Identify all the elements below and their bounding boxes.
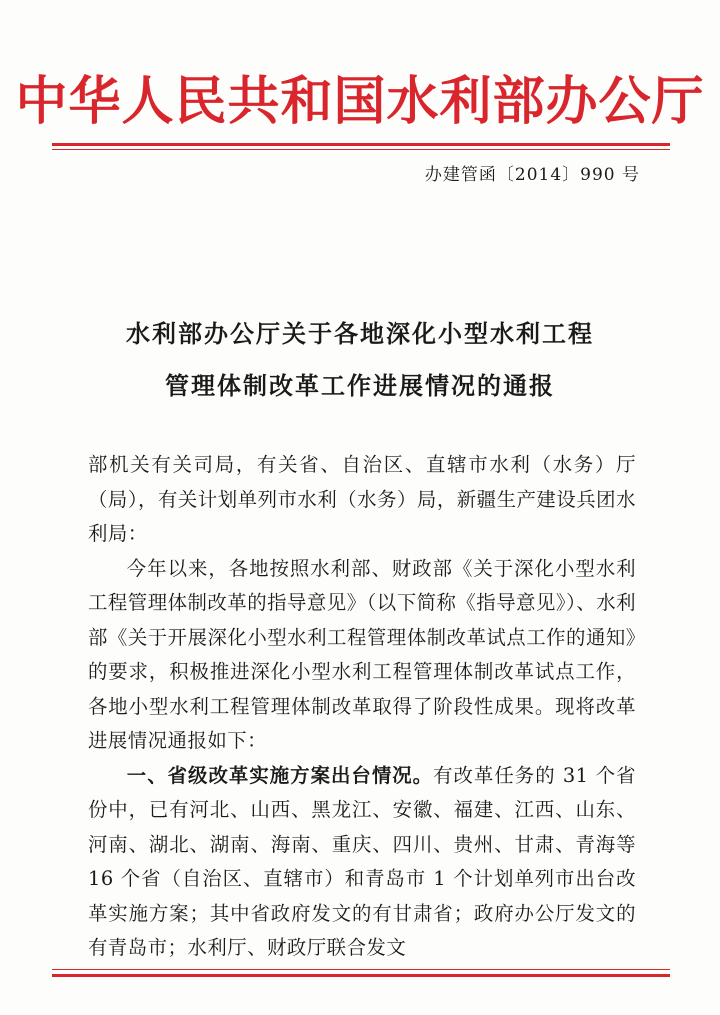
section-1-heading: 一、省级改革实施方案出台情况。 bbox=[126, 763, 434, 787]
header-rule-thick bbox=[52, 143, 670, 146]
document-title-line-1: 水利部办公厅关于各地深化小型水利工程 bbox=[126, 320, 594, 348]
paragraph-1: 今年以来，各地按照水利部、财政部《关于深化小型水利工程管理体制改革的指导意见》（以下简称《指导意见》）、水利部《关于开展深化小型水利工程管理体制改革试点工作的通知》的要求，积极推进深化小型水利工程管理体制改革试点工作，各地小型水利工程管理体制改革取得了阶段性成果。现将改革进展情况通报如下： bbox=[88, 556, 636, 752]
addressee: 部机关有关司局，有关省、自治区、直辖市水利（水务）厅（局），有关计划单列市水利（水务）局，新疆生产建设兵团水利局： bbox=[88, 453, 636, 545]
footer-rule-thick bbox=[52, 974, 670, 977]
header-title: 中华人民共和国水利部办公厅 bbox=[15, 72, 705, 132]
document-number: 办建管函〔2014〕990 号 bbox=[424, 165, 640, 185]
document-title-line-2: 管理体制改革工作进展情况的通报 bbox=[165, 372, 555, 400]
section-1 bbox=[88, 759, 636, 966]
section-1-text: 有改革任务的 31 个省份中，已有河北、山西、黑龙江、安徽、福建、江西、山东、河南、湖北、湖南、海南、重庆、四川、贵州、甘肃、青海等 16 个省（自治区、直辖市）和青岛市 1 个计划单列市出台改革实施方案；其中省政府发文的有甘肃省；政府办公厅发文的有青岛市；水利厅、财政厅联合发文 bbox=[88, 763, 636, 959]
document-body bbox=[88, 448, 636, 966]
footer-rule-thin bbox=[52, 969, 670, 970]
header-rule-thin bbox=[52, 149, 670, 150]
